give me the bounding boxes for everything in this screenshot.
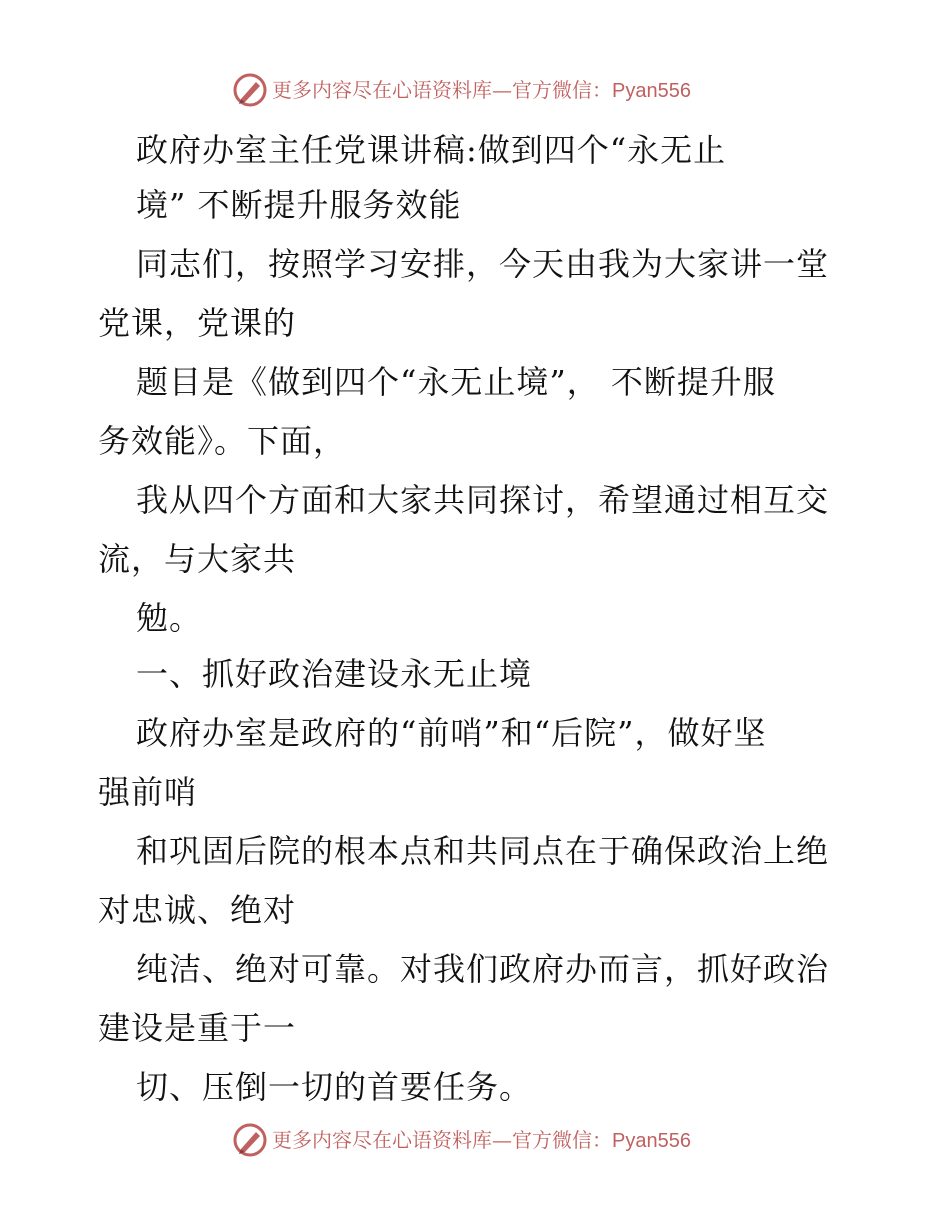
paragraph-line: 切、压倒一切的首要任务。: [136, 1068, 533, 1106]
paragraph-line: 题目是《做到四个“永无止境”， 不断提升服: [136, 363, 776, 401]
paragraph-line: 和巩固后院的根本点和共同点在于确保政治上绝: [136, 832, 830, 870]
footer-watermark-banner: [0, 1120, 950, 1160]
pen-logo-icon: [232, 1122, 268, 1158]
section-heading: 一、抓好政治建设永无止境: [136, 655, 533, 693]
banner-text: 更多内容尽在心语资料库—官方微信：Pyan556: [272, 78, 691, 102]
paragraph-line: 我从四个方面和大家共同探讨，希望通过相互交: [136, 481, 830, 519]
paragraph-line: 对忠诚、绝对: [98, 891, 297, 929]
header-watermark-banner: [0, 70, 950, 110]
title-line-1: 政府办室主任党课讲稿:做到四个“永无止: [136, 131, 727, 169]
paragraph-line: 政府办室是政府的“前哨”和“后院”，做好坚: [136, 714, 767, 752]
paragraph-line: 同志们，按照学习安排，今天由我为大家讲一堂: [136, 245, 830, 283]
paragraph-line: 务效能》。下面，: [98, 422, 347, 460]
title-line-2: 境” 不断提升服务效能: [136, 186, 462, 224]
paragraph-line: 流，与大家共: [98, 540, 297, 578]
banner-text: 更多内容尽在心语资料库—官方微信：Pyan556: [272, 1128, 691, 1152]
paragraph-line: 勉。: [136, 599, 203, 637]
paragraph-line: 建设是重于一: [98, 1009, 297, 1047]
paragraph-line: 纯洁、绝对可靠。对我们政府办而言，抓好政治: [136, 950, 830, 988]
paragraph-line: 强前哨: [98, 773, 198, 811]
pen-logo-icon: [232, 72, 268, 108]
paragraph-line: 党课，党课的: [98, 304, 297, 342]
